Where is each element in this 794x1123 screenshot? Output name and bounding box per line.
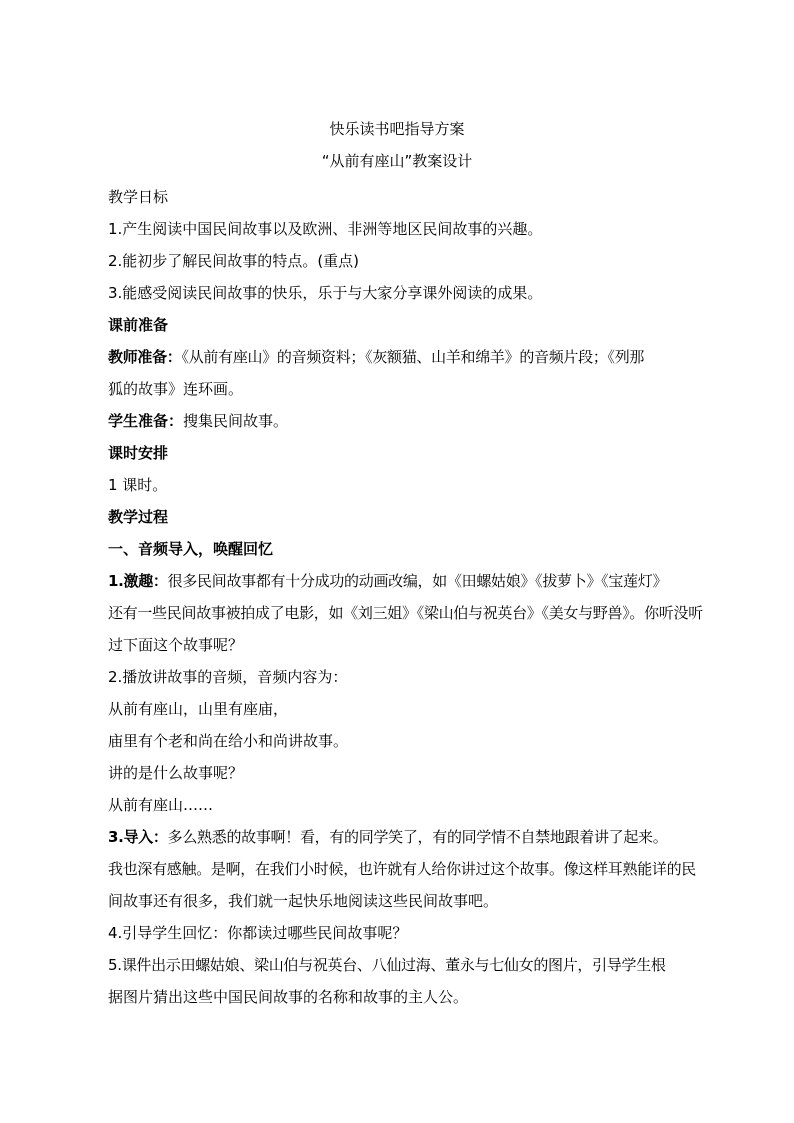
p3-line-1 [108, 821, 720, 853]
p1-line-2: 还有一些民间故事被拍成了电影，如《刘三姐》《梁山伯与祝英台》《美女与野兽》。你听没听 [108, 604, 703, 622]
goal-item-1: 1.产生阅读中国民间故事以及欧洲、非洲等地区民间故事的兴趣。 [108, 220, 543, 238]
p1-line-1 [108, 565, 720, 597]
schedule-heading: 课时安排 [108, 444, 169, 462]
p3-label: 3.导入： [108, 828, 168, 846]
document-subtitle: “从前有座山”教案设计 [321, 152, 473, 170]
p4-line: 4.引导学生回忆：你都读过哪些民间故事呢？ [108, 924, 408, 942]
p1-text-1: 很多民间故事都有十分成功的动画改编，如《田螺姑娘》《拔萝卜》《宝莲灯》 [167, 572, 668, 590]
audio-line-1: 从前有座山，山里有座庙， [108, 700, 289, 718]
audio-line-3: 讲的是什么故事呢？ [108, 764, 244, 782]
prep-heading: 课前准备 [108, 316, 169, 334]
p1-label: 1.激趣： [108, 572, 168, 590]
teacher-prep-line-2: 狐的故事》连环画。 [108, 380, 244, 398]
teacher-prep-text-1: 《从前有座山》的音频资料；《灰额猫、山羊和绵羊》的音频片段；《列那 [181, 348, 645, 366]
goals-heading: 教学日标 [108, 188, 169, 206]
p1-line-3: 过下面这个故事呢？ [108, 636, 244, 654]
section-1-heading: 一、音频导入，唤醒回忆 [108, 540, 274, 558]
p3-text-1: 多么熟悉的故事啊！看，有的同学笑了，有的同学情不自禁地跟着讲了起来。 [167, 828, 668, 846]
teacher-prep-label: 教师准备： [108, 348, 182, 366]
student-prep-line [108, 405, 720, 437]
student-prep-text: 搜集民间故事。 [183, 412, 289, 430]
goal-item-3: 3.能感受阅读民间故事的快乐，乐于与大家分享课外阅读的成果。 [108, 284, 543, 302]
p5-line-2: 据图片猜出这些中国民间故事的名称和故事的主人公。 [108, 988, 469, 1006]
p3-line-3: 间故事还有很多，我们就一起快乐地阅读这些民间故事吧。 [108, 892, 499, 910]
teacher-prep-line-1 [108, 341, 720, 373]
goal-item-2: 2.能初步了解民间故事的特点。(重点) [108, 252, 360, 270]
p3-line-2: 我也深有感触。是啊，在我们小时候，也许就有人给你讲过这个故事。像这样耳熟能详的民 [108, 860, 697, 878]
audio-line-2: 庙里有个老和尚在给小和尚讲故事。 [108, 732, 349, 750]
schedule-text: 1 课时。 [108, 476, 168, 494]
document-body [108, 181, 720, 1013]
p2-line: 2.播放讲故事的音频，音频内容为： [108, 668, 348, 686]
p5-line-1: 5.课件出示田螺姑娘、梁山伯与祝英台、八仙过海、董永与七仙女的图片，引导学生根 [108, 956, 666, 974]
document-title: 快乐读书吧指导方案 [329, 120, 465, 138]
student-prep-label: 学生准备： [108, 412, 184, 430]
audio-line-4: 从前有座山…… [108, 796, 214, 814]
process-heading: 教学过程 [108, 508, 169, 526]
